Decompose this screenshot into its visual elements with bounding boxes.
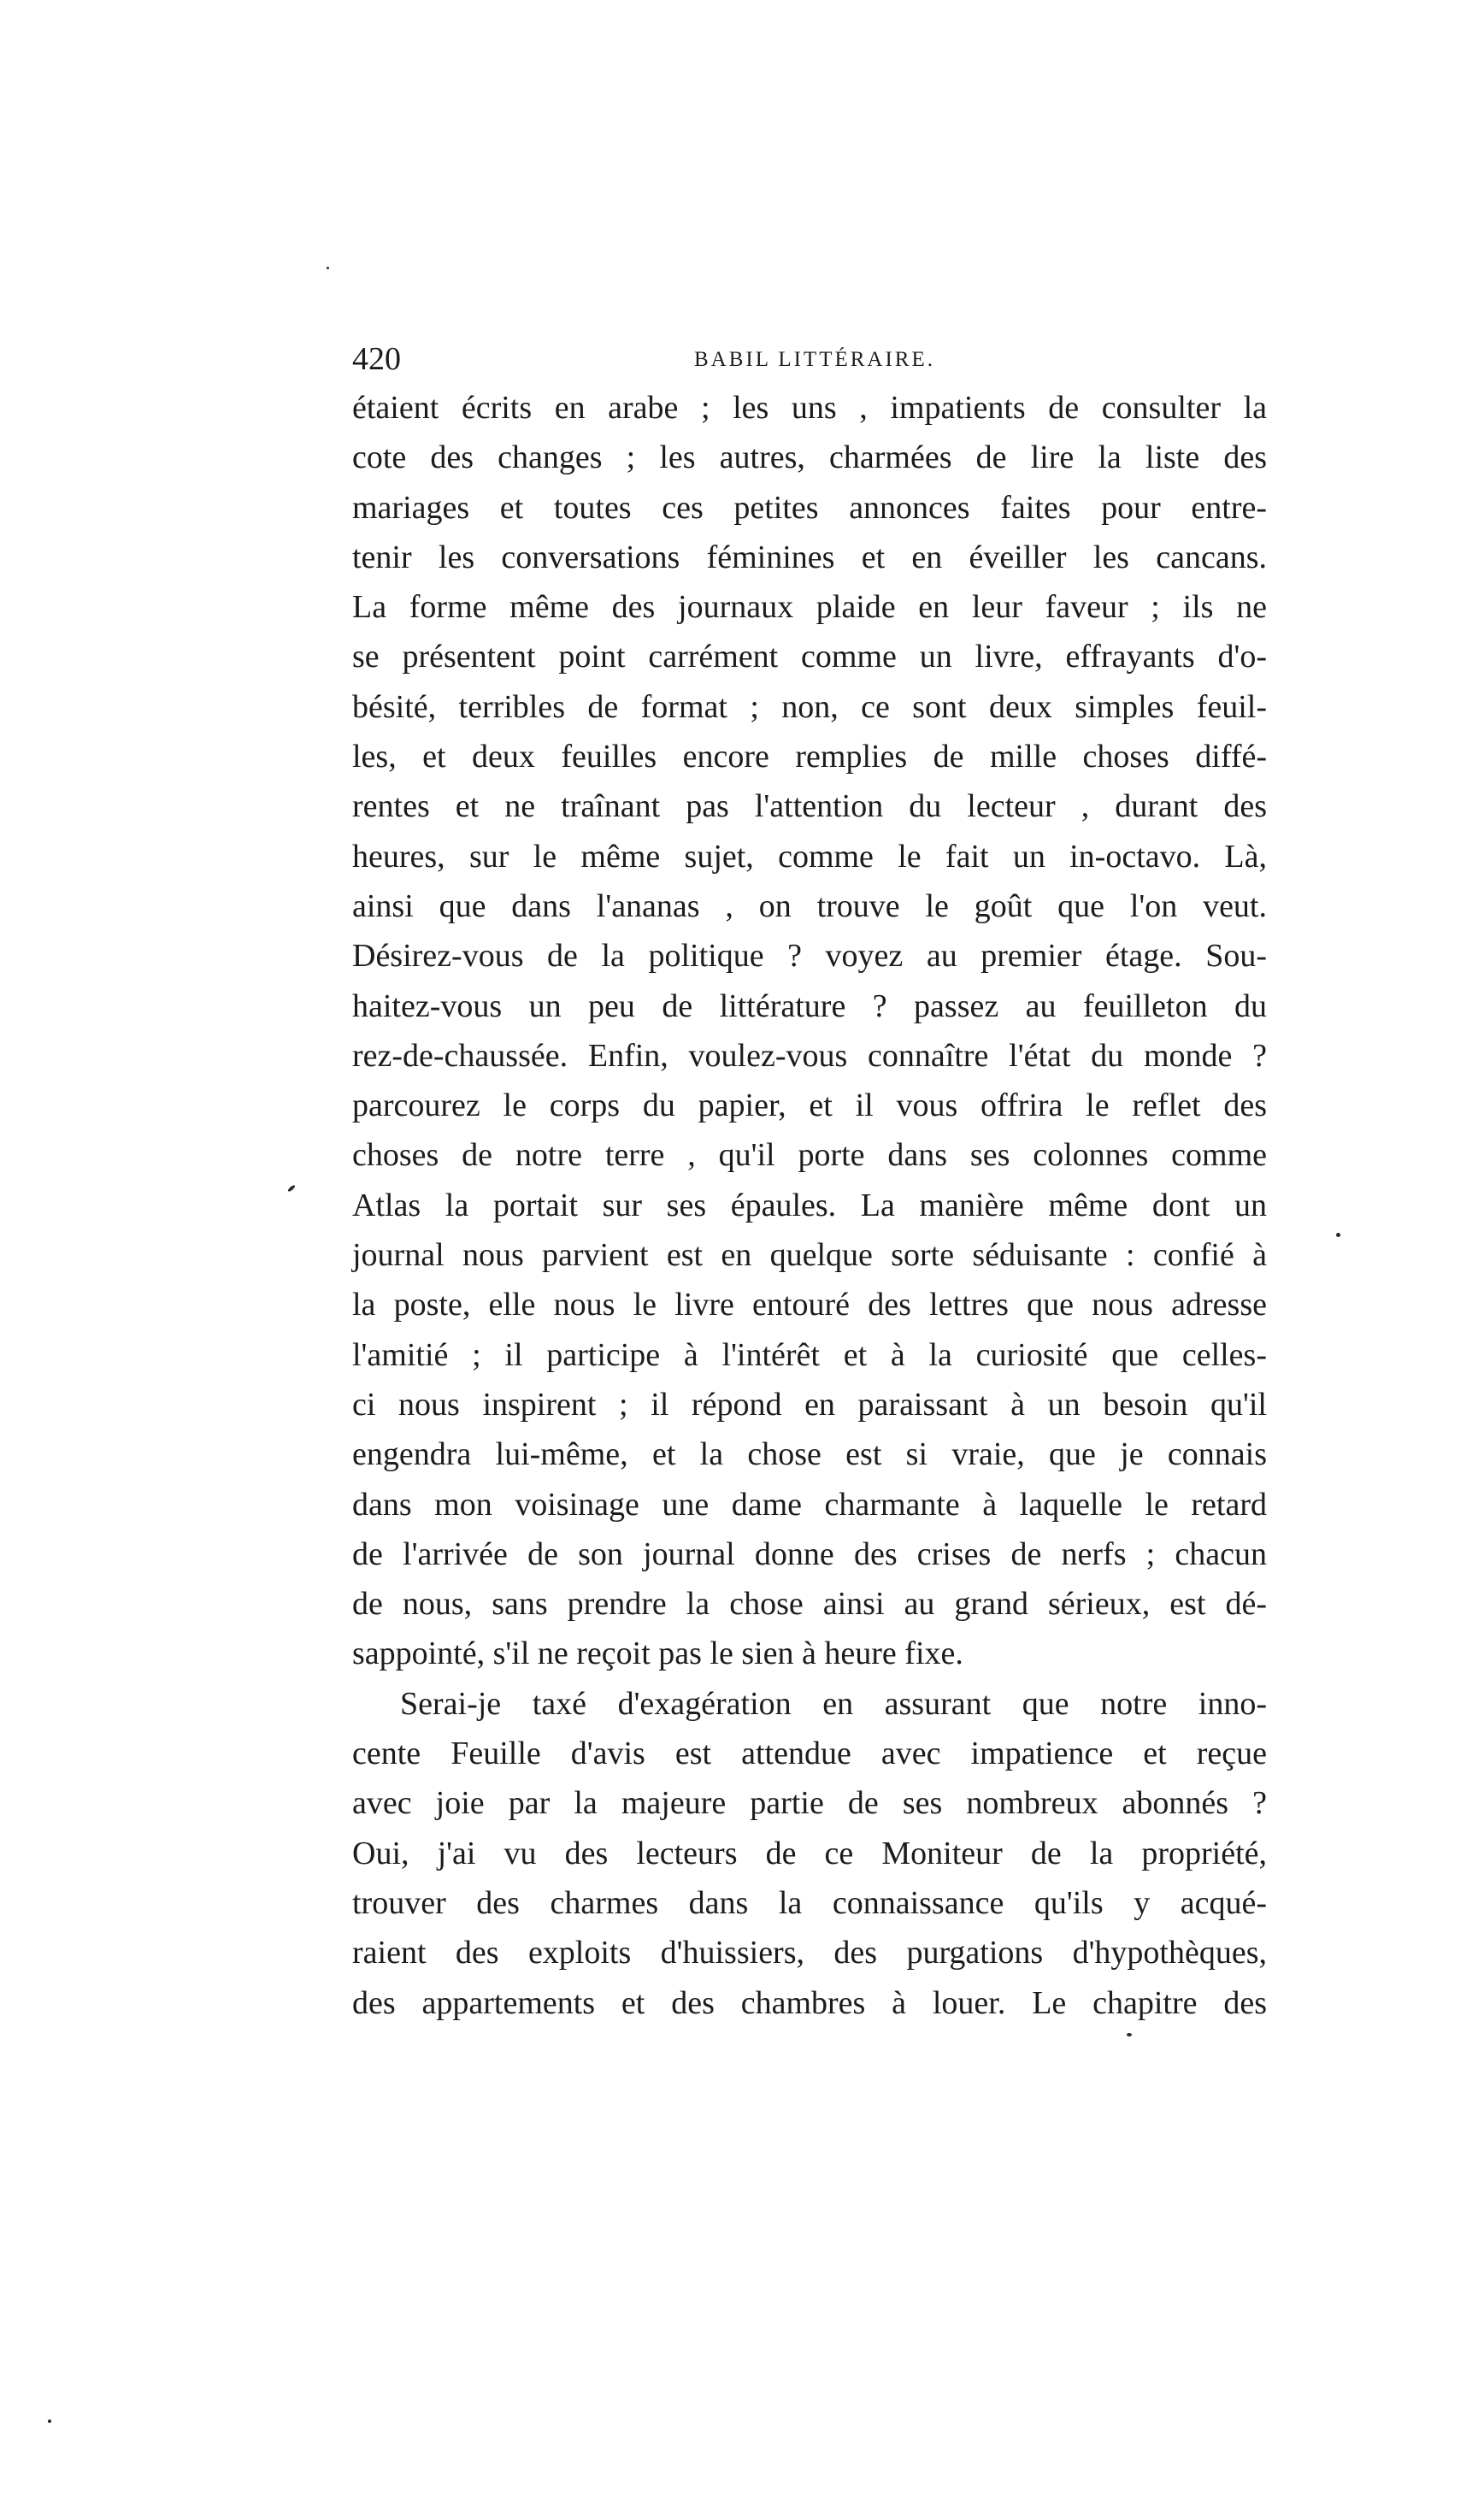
- text-line: La forme même des journaux plaide en leur faveur ; ils ne: [352, 589, 1267, 626]
- text-line: bésité, terribles de format ; non, ce sont deux simples feuil-: [352, 688, 1267, 725]
- text-line: Atlas la portait sur ses épaules. La manière même dont un: [352, 1187, 1267, 1223]
- text-line: choses de notre terre , qu'il porte dans ses colonnes comme: [352, 1137, 1267, 1174]
- text-line: dans mon voisinage une dame charmante à laquelle le retard: [352, 1486, 1267, 1523]
- text-line: l'amitié ; il participe à l'intérêt et à la curiosité que celles-: [352, 1336, 1267, 1373]
- text-line: haitez-vous un peu de littérature ? passez au feuilleton du: [352, 987, 1267, 1024]
- print-speck: [1336, 1233, 1340, 1237]
- text-line: se présentent point carrément comme un livre, effrayants d'o-: [352, 639, 1267, 675]
- text-line: engendra lui-même, et la chose est si vraie, que je connais: [352, 1436, 1267, 1473]
- text-line: Oui, j'ai vu des lecteurs de ce Moniteur de la propriété,: [352, 1835, 1267, 1871]
- text-line: cote des changes ; les autres, charmées de lire la liste des: [352, 439, 1267, 476]
- print-speck: [48, 2419, 51, 2423]
- text-line: mariages et toutes ces petites annonces faites pour entre-: [352, 489, 1267, 526]
- text-line: de l'arrivée de son journal donne des crises de nerfs ; chacun: [352, 1535, 1267, 1572]
- text-line: journal nous parvient est en quelque sorte séduisante : confié à: [352, 1237, 1267, 1274]
- print-speck: [1127, 2033, 1132, 2036]
- running-head: [352, 335, 1267, 383]
- page-number: 420: [352, 341, 401, 377]
- text-line: raient des exploits d'huissiers, des purgations d'hypothèques,: [352, 1935, 1267, 1971]
- print-speck: [287, 1184, 296, 1192]
- text-line: des appartements et des chambres à louer. Le chapitre des: [352, 1984, 1267, 2021]
- text-line: avec joie par la majeure partie de ses nombreux abonnés ?: [352, 1785, 1267, 1822]
- text-line: les, et deux feuilles encore remplies de mille choses diffé-: [352, 739, 1267, 775]
- print-speck: [327, 267, 329, 269]
- text-line: trouver des charmes dans la connaissance qu'ils y acqué-: [352, 1884, 1267, 1921]
- paragraph-start-line: Serai-je taxé d'exagération en assurant que notre inno-: [400, 1685, 1267, 1722]
- text-line: ci nous inspirent ; il répond en paraissant à un besoin qu'il: [352, 1386, 1267, 1423]
- text-line: ainsi que dans l'ananas , on trouve le goût que l'on veut.: [352, 887, 1267, 924]
- text-line: Désirez-vous de la politique ? voyez au premier étage. Sou-: [352, 938, 1267, 975]
- text-line: tenir les conversations féminines et en éveiller les cancans.: [352, 539, 1267, 575]
- text-line: parcourez le corps du papier, et il vous offrira le reflet des: [352, 1087, 1267, 1124]
- text-line: cente Feuille d'avis est attendue avec impatience et reçue: [352, 1736, 1267, 1772]
- text-line: de nous, sans prendre la chose ainsi au grand sérieux, est dé-: [352, 1586, 1267, 1623]
- body-text: [352, 383, 1267, 2028]
- text-line: la poste, elle nous le livre entouré des lettres que nous adresse: [352, 1287, 1267, 1323]
- paragraph-end-line: sappointé, s'il ne reçoit pas le sien à heure fixe.: [352, 1635, 963, 1672]
- text-line: rez-de-chaussée. Enfin, voulez-vous connaître l'état du monde ?: [352, 1037, 1267, 1074]
- text-line: rentes et ne traînant pas l'attention du lecteur , durant des: [352, 788, 1267, 825]
- text-line: heures, sur le même sujet, comme le fait un in-octavo. Là,: [352, 838, 1267, 875]
- running-title: BABIL LITTÉRAIRE.: [694, 348, 935, 371]
- text-line: étaient écrits en arabe ; les uns , impatients de consulter la: [352, 390, 1267, 426]
